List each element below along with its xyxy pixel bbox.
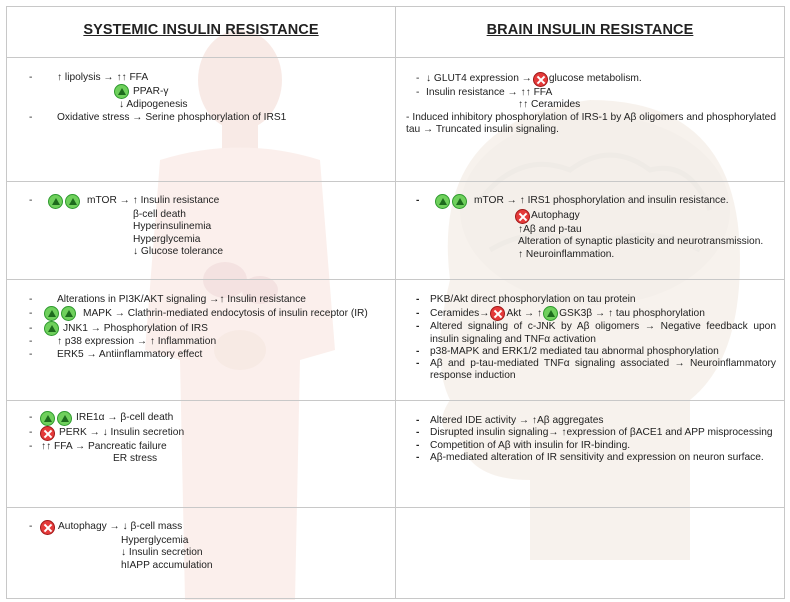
comparison-table <box>6 6 785 599</box>
item-text: Induced inhibitory phosphorylation of IRS-1 by Aβ oligomers and phosphorylated tau → Truncated insulin signaling. <box>406 111 776 135</box>
item-text: ↑Aβ and p-tau <box>518 224 582 235</box>
list-item <box>404 224 776 236</box>
green-up-arrow-icon <box>48 194 63 209</box>
brain-cell-glut4 <box>396 58 785 182</box>
item-text: MAPK → Clathrin-mediated endocytosis of insulin receptor (IR) <box>83 307 368 319</box>
systemic-cell-autophagy <box>7 508 396 599</box>
item-text: IRE1α → β-cell death <box>76 412 174 424</box>
item-text: Alterations in PI3K/AKT signaling →↑ Insulin resistance <box>57 294 306 305</box>
list-item <box>404 236 776 248</box>
item-text: Alteration of synaptic plasticity and neurotransmission. <box>518 236 764 248</box>
list-item: - mTOR → ↑ Insulin resistance <box>15 194 387 209</box>
green-up-arrow-icon <box>65 194 80 209</box>
list-item <box>15 84 387 99</box>
list-item: - Autophagy → ↓ β-cell mass <box>15 520 387 535</box>
item-text: PERK → ↓ Insulin secretion <box>59 427 185 439</box>
list-item <box>15 453 387 465</box>
green-up-arrow-icon <box>61 306 76 321</box>
red-x-icon <box>40 426 55 441</box>
list-item: - Induced inhibitory phosphorylation of IRS-1 by Aβ oligomers and phosphorylated tau → Truncated insulin signaling. <box>406 111 776 135</box>
list-item: - ↑ p38 expression → ↑ Inflammation <box>29 336 217 348</box>
item-text: Altered IDE activity → ↑Aβ aggregates <box>430 415 604 426</box>
item-text: Hyperinsulinemia <box>133 221 212 233</box>
brain-cell-signaling <box>396 280 785 401</box>
list-item: - PKB/Akt direct phosphorylation on tau protein <box>416 294 636 305</box>
item-text: Competition of Aβ with insulin for IR-binding. <box>430 439 631 451</box>
list-item: - p38-MAPK and ERK1/2 mediated tau abnormal phosphorylation <box>416 345 719 357</box>
brain-cell-empty <box>396 508 785 599</box>
item-text: ↓ Adipogenesis <box>119 99 188 111</box>
list-item: - IRE1α → β-cell death <box>15 411 387 426</box>
green-up-arrow-icon <box>452 194 467 209</box>
list-item: - PERK → ↓ Insulin secretion <box>15 426 387 441</box>
red-x-icon <box>490 306 505 321</box>
item-text: hIAPP accumulation <box>121 559 213 571</box>
list-item: - Oxidative stress → Serine phosphorylation of IRS1 <box>29 111 287 123</box>
list-item: - JNK1 → Phosphorylation of IRS <box>15 321 387 336</box>
list-item <box>404 249 776 261</box>
systemic-cell-er-stress <box>7 401 396 508</box>
green-up-arrow-icon <box>44 306 59 321</box>
list-item <box>404 99 776 111</box>
list-item <box>404 209 776 224</box>
list-item <box>15 234 387 246</box>
item-text: Oxidative stress → Serine phosphorylation of IRS1 <box>57 111 287 123</box>
green-up-arrow-icon <box>114 84 129 99</box>
brain-cell-mtor <box>396 182 785 280</box>
list-item <box>15 99 387 111</box>
list-item <box>15 535 387 547</box>
list-item: - MAPK → Clathrin-mediated endocytosis of insulin receptor (IR) <box>15 306 387 321</box>
systemic-cell-lipolysis <box>7 58 396 182</box>
list-item: - ERK5 → Antiinflammatory effect <box>29 348 203 360</box>
list-item: - Aβ and p-tau-mediated TNFα signaling associated → Neuroinflammatory response induction <box>416 358 776 382</box>
item-text: glucose metabolism. <box>548 73 642 85</box>
list-item <box>15 246 387 258</box>
item-text: Aβ-mediated alteration of IR sensitivity and expression on neuron surface. <box>430 451 764 463</box>
item-text: mTOR → ↑ Insulin resistance <box>87 195 220 207</box>
list-item <box>15 547 387 559</box>
list-item: - ↑ lipolysis → ↑↑ FFA <box>29 72 149 83</box>
systemic-cell-mtor <box>7 182 396 280</box>
list-item: - Aβ-mediated alteration of IR sensitivity and expression on neuron surface. <box>416 451 764 463</box>
red-x-icon <box>515 209 530 224</box>
green-up-arrow-icon <box>57 411 72 426</box>
list-item: - Alterations in PI3K/AKT signaling →↑ Insulin resistance <box>29 294 306 305</box>
item-text: JNK1 → Phosphorylation of IRS <box>63 322 208 334</box>
list-item: - Ceramides→ Akt → ↑ GSK3β → ↑ tau phosphorylation <box>404 306 776 321</box>
brain-cell-abeta <box>396 401 785 508</box>
item-text: ↓ Insulin secretion <box>121 547 203 559</box>
item-text: ER stress <box>113 453 158 465</box>
item-text: Disrupted insulin signaling→ ↑expression of βACE1 and APP misprocessing <box>430 427 773 439</box>
item-text: GSK3β → ↑ tau phosphorylation <box>559 307 705 319</box>
item-text: Aβ and p-tau-mediated TNFα signaling associated → Neuroinflammatory response induction <box>430 358 776 382</box>
green-up-arrow-icon <box>435 194 450 209</box>
list-item: - ↓ GLUT4 expression → glucose metabolism. <box>404 72 776 87</box>
item-text: β-cell death <box>133 209 186 220</box>
green-up-arrow-icon <box>44 321 59 336</box>
list-item: - ↑↑ FFA → Pancreatic failure <box>29 441 167 452</box>
item-text: Hyperglycemia <box>133 233 201 245</box>
header-systemic: SYSTEMIC INSULIN RESISTANCE <box>83 22 319 38</box>
item-text: PKB/Akt direct phosphorylation on tau protein <box>430 294 636 305</box>
list-item <box>15 560 387 572</box>
item-text: Altered signaling of c-JNK by Aβ oligomers → Negative feedback upon insulin signaling and TNFα activation <box>430 321 776 345</box>
systemic-cell-signaling <box>7 280 396 401</box>
item-text: p38-MAPK and ERK1/2 mediated tau abnormal phosphorylation <box>430 345 719 357</box>
item-text: PPAR-γ <box>133 85 169 97</box>
header-cell-systemic <box>7 7 396 58</box>
list-item: - Altered signaling of c-JNK by Aβ oligomers → Negative feedback upon insulin signaling and TNFα activation <box>416 321 776 345</box>
list-item: - Disrupted insulin signaling→ ↑expression of βACE1 and APP misprocessing <box>404 427 776 439</box>
list-item <box>15 209 387 221</box>
item-text: ↑↑ FFA → Pancreatic failure <box>41 441 167 452</box>
item-text: Insulin resistance → ↑↑ FFA <box>426 87 553 98</box>
red-x-icon <box>533 72 548 87</box>
item-text: ↓ GLUT4 expression → <box>426 73 532 85</box>
item-text: ↑↑ Ceramides <box>518 99 581 111</box>
item-text: ↑ Neuroinflammation. <box>518 248 615 260</box>
item-text: ↑ p38 expression → ↑ Inflammation <box>57 336 217 348</box>
item-text: mTOR → ↑ IRS1 phosphorylation and insulin resistance. <box>474 195 729 207</box>
item-text: ↑ lipolysis → ↑↑ FFA <box>57 72 149 83</box>
list-item: - Competition of Aβ with insulin for IR-binding. <box>416 439 631 451</box>
header-cell-brain <box>396 7 785 58</box>
item-text: ERK5 → Antiinflammatory effect <box>57 348 203 360</box>
green-up-arrow-icon <box>543 306 558 321</box>
item-text: Ceramides→ <box>430 307 490 319</box>
item-text: Hyperglycemia <box>121 535 189 546</box>
list-item: - Insulin resistance → ↑↑ FFA <box>416 87 553 98</box>
item-text: Autophagy <box>531 210 580 222</box>
item-text: Akt → ↑ <box>506 307 543 319</box>
list-item <box>15 221 387 233</box>
item-text: Autophagy → ↓ β-cell mass <box>58 521 183 533</box>
item-text: ↓ Glucose tolerance <box>133 245 224 257</box>
green-up-arrow-icon <box>40 411 55 426</box>
list-item: - mTOR → ↑ IRS1 phosphorylation and insulin resistance. <box>404 194 776 209</box>
red-x-icon <box>40 520 55 535</box>
list-item: - Altered IDE activity → ↑Aβ aggregates <box>416 415 604 426</box>
header-brain: BRAIN INSULIN RESISTANCE <box>486 22 694 38</box>
